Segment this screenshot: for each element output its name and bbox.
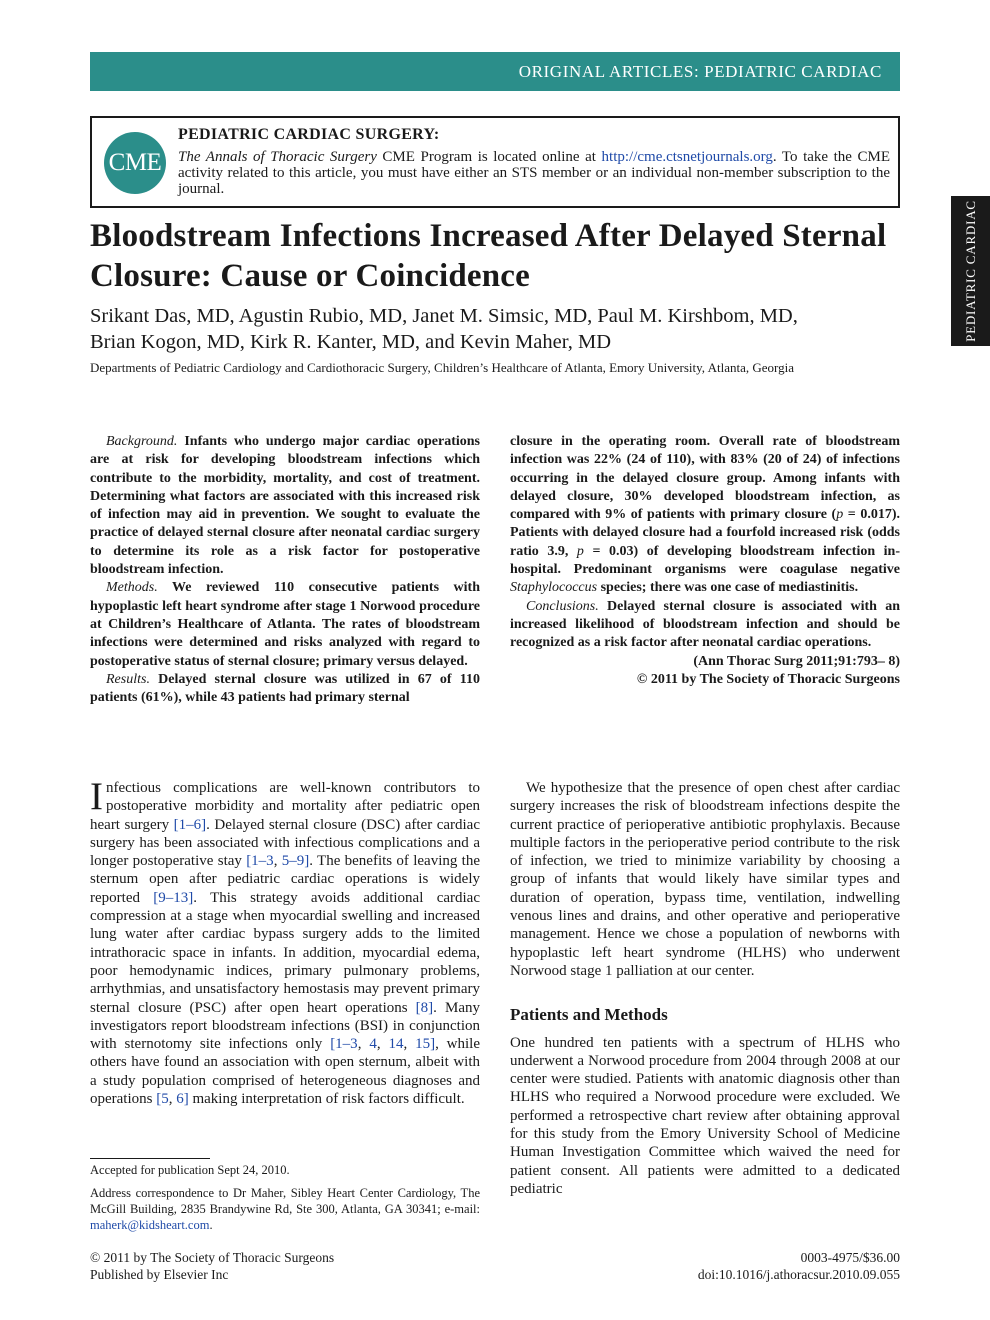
correspondence: Address correspondence to Dr Maher, Sibley Heart Center Cardiology, The McGill Building, 2835 Brandywine Rd, Ste 300, Atlanta, GA 30341; e-mail: maherk@kidsheart.com. <box>90 1186 480 1232</box>
ref-link[interactable]: 14 <box>388 1036 404 1053</box>
methods-paragraph: One hundred ten patients with a spectrum of HLHS who underwent a Norwood procedure from 2004 through 2008 at our center were studied. Patients with anatomic diagnosis other than HLHS who required a Norwood procedure were excluded. We performed a retrospective chart review after obtaining approval for this study from the Emory University School of Medicine Human Investigation Committee which waived the need for patient consent. All patients were admitted to a dedicated pediatric <box>510 1034 900 1197</box>
ref-link[interactable]: [1–6] <box>173 816 207 833</box>
abstract-left-column <box>90 433 480 707</box>
footnotes <box>90 1158 480 1240</box>
cme-journal: The Annals of Thoracic Surgery <box>178 149 377 165</box>
section-heading-methods: Patients and Methods <box>510 1005 668 1025</box>
ref-link[interactable]: [1–3 <box>330 1036 358 1053</box>
article-title: Bloodstream Infections Increased After Delayed Sternal Closure: Cause or Coincidence <box>90 218 887 294</box>
footer-right <box>698 1249 900 1283</box>
abstract-background: Background. Infants who undergo major cardiac operations are at risk for developing bloodstream infections which contribute to the morbidity, mortality, and cost of treatment. Determining what factors are associated with this increased risk of infection may aid in prevention. We sought to evaluate the practice of delayed sternal closure after neonatal cardiac surgery to determine its role as a risk factor for postoperative bloodstream infection. <box>90 434 480 578</box>
authors-line-1: Srikant Das, MD, Agustin Rubio, MD, Janet M. Simsic, MD, Paul M. Kirshbom, MD, <box>90 305 798 327</box>
ref-link[interactable]: [5 <box>156 1091 169 1108</box>
section-banner <box>90 52 900 91</box>
author-list <box>90 303 890 355</box>
ref-link[interactable]: 5–9] <box>281 853 310 870</box>
cme-notice-box <box>90 116 900 208</box>
ref-link[interactable]: [8] <box>415 999 434 1016</box>
hypothesis-paragraph: We hypothesize that the presence of open chest after cardiac surgery increases the risk of bloodstream infections despite the current practice of perioperative antibiotic prophylaxis. Because multiple factors in the perioperative period contribute to the risk of infection, we tried to minimize variability by choosing a group of infants that would likely have similar types and duration of operation, bypass time, ventilation, indwelling venous lines and drains, and other operative and perioperative management. Hence we chose a population of newborns with hypoplastic left heart syndrome (HLHS) who underwent Norwood stage 1 palliation at our center. <box>510 780 900 979</box>
abstract-copyright: © 2011 by The Society of Thoracic Surgeons <box>636 671 900 687</box>
abstract-right-column <box>510 433 900 689</box>
cme-heading: PEDIATRIC CARDIAC SURGERY: <box>178 126 440 143</box>
ref-link[interactable]: [1–3 <box>246 853 274 870</box>
footer-doi: doi:10.1016/j.athoracsur.2010.09.055 <box>697 1267 900 1282</box>
ref-link[interactable]: 4 <box>369 1036 377 1053</box>
ref-link[interactable]: 6] <box>176 1091 189 1108</box>
abstract-methods: Methods. We reviewed 110 consecutive patients with hypoplastic left heart syndrome after stage 1 Norwood procedure at Children’s Healthcare of Atlanta. The rates of bloodstream infections were determined and risks analyzed with regard to postoperative status of sternal closure; primary versus delayed. <box>90 580 480 669</box>
ref-link[interactable]: 15] <box>415 1036 436 1053</box>
footer-price: 0003-4975/$36.00 <box>800 1250 900 1265</box>
footer-left <box>90 1249 334 1283</box>
email-link[interactable]: maherk@kidsheart.com <box>90 1218 210 1232</box>
ref-link[interactable]: [9–13] <box>153 889 194 906</box>
citation: (Ann Thorac Surg 2011;91:793– 8) <box>693 653 900 669</box>
body-left-column <box>90 775 481 1108</box>
cme-body: The Annals of Thoracic Surgery CME Program is located online at http://cme.ctsnetjournals.org. To take the CME activity related to this article, you must have either an STS member or an individual non-member subscription to the journal. <box>178 149 890 197</box>
abstract-results: Results. Delayed sternal closure was utilized in 67 of 110 patients (61%), while 43 patients had primary sternal <box>90 671 480 706</box>
footer-publisher: Published by Elsevier Inc <box>90 1267 229 1282</box>
intro-paragraph: Infectious complications are well-known contributors to postoperative morbidity and mortality after pediatric open heart surgery [1–6]. Delayed sternal closure (DSC) after cardiac surgery has been associated with infectious complications and a longer postoperative stay [1–3, 5–9]. The benefits of leaving the sternum open after pediatric cardiac operations is widely reported [9–13]. This strategy avoids additional cardiac compression at a stage when myocardial swelling and increased lung water after cardiac bypass surgery adds to the limited intrathoracic space in infants. In addition, myocardial edema, poor hemodynamic indices, primary pulmonary problems, arrhythmias, and unsatisfactory hemostasis may prevent primary sternal closure (PSC) after open heart operations [8]. Many investigators report bloodstream infections (BSI) in conjunction with sternotomy site infections only [1–3, 4, 14, 15], while others have found an association with open sternum, albeit with a study population comprised of heterogeneous diagnoses and operations [5, 6] making interpretation of risk factors difficult. <box>90 775 481 1108</box>
body-right-column <box>510 779 900 1198</box>
cme-logo: CME <box>104 132 166 194</box>
accepted-date: Accepted for publication Sept 24, 2010. <box>90 1163 290 1177</box>
side-tab-label: PEDIATRIC CARDIAC <box>962 200 978 342</box>
drop-cap: I <box>90 775 103 818</box>
affiliation: Departments of Pediatric Cardiology and Cardiothoracic Surgery, Children’s Healthcare of Atlanta, Emory University, Atlanta, Georgia <box>90 360 794 375</box>
section-label: ORIGINAL ARTICLES: PEDIATRIC CARDIAC <box>518 62 882 81</box>
side-section-tab <box>951 196 990 346</box>
footer-copyright: © 2011 by The Society of Thoracic Surgeons <box>90 1250 335 1265</box>
abstract-results-continued: closure in the operating room. Overall rate of bloodstream infection was 22% (24 of 110), with 83% (20 of 24) of infections occurring in the delayed closure group. Among infants with delayed closure, 30% developed bloodstream infection, as compared with 9% of patients with primary closure (p = 0.017). Patients with delayed closure had a fourfold increased risk (odds ratio 3.9, p = 0.03) of developing bloodstream infection in-hospital. Predominant organisms were coagulase negative Staphylococcus species; there was one case of mediastinitis. <box>510 434 901 596</box>
abstract-conclusions: Conclusions. Delayed sternal closure is associated with an increased likelihood of bloodstream infection and should be recognized as a risk factor after neonatal cardiac operations. <box>510 598 900 651</box>
authors-line-2: Brian Kogon, MD, Kirk R. Kanter, MD, and Kevin Maher, MD <box>90 331 612 353</box>
footnote-divider <box>90 1158 210 1159</box>
cme-url-link[interactable]: http://cme.ctsnetjournals.org <box>601 149 773 165</box>
